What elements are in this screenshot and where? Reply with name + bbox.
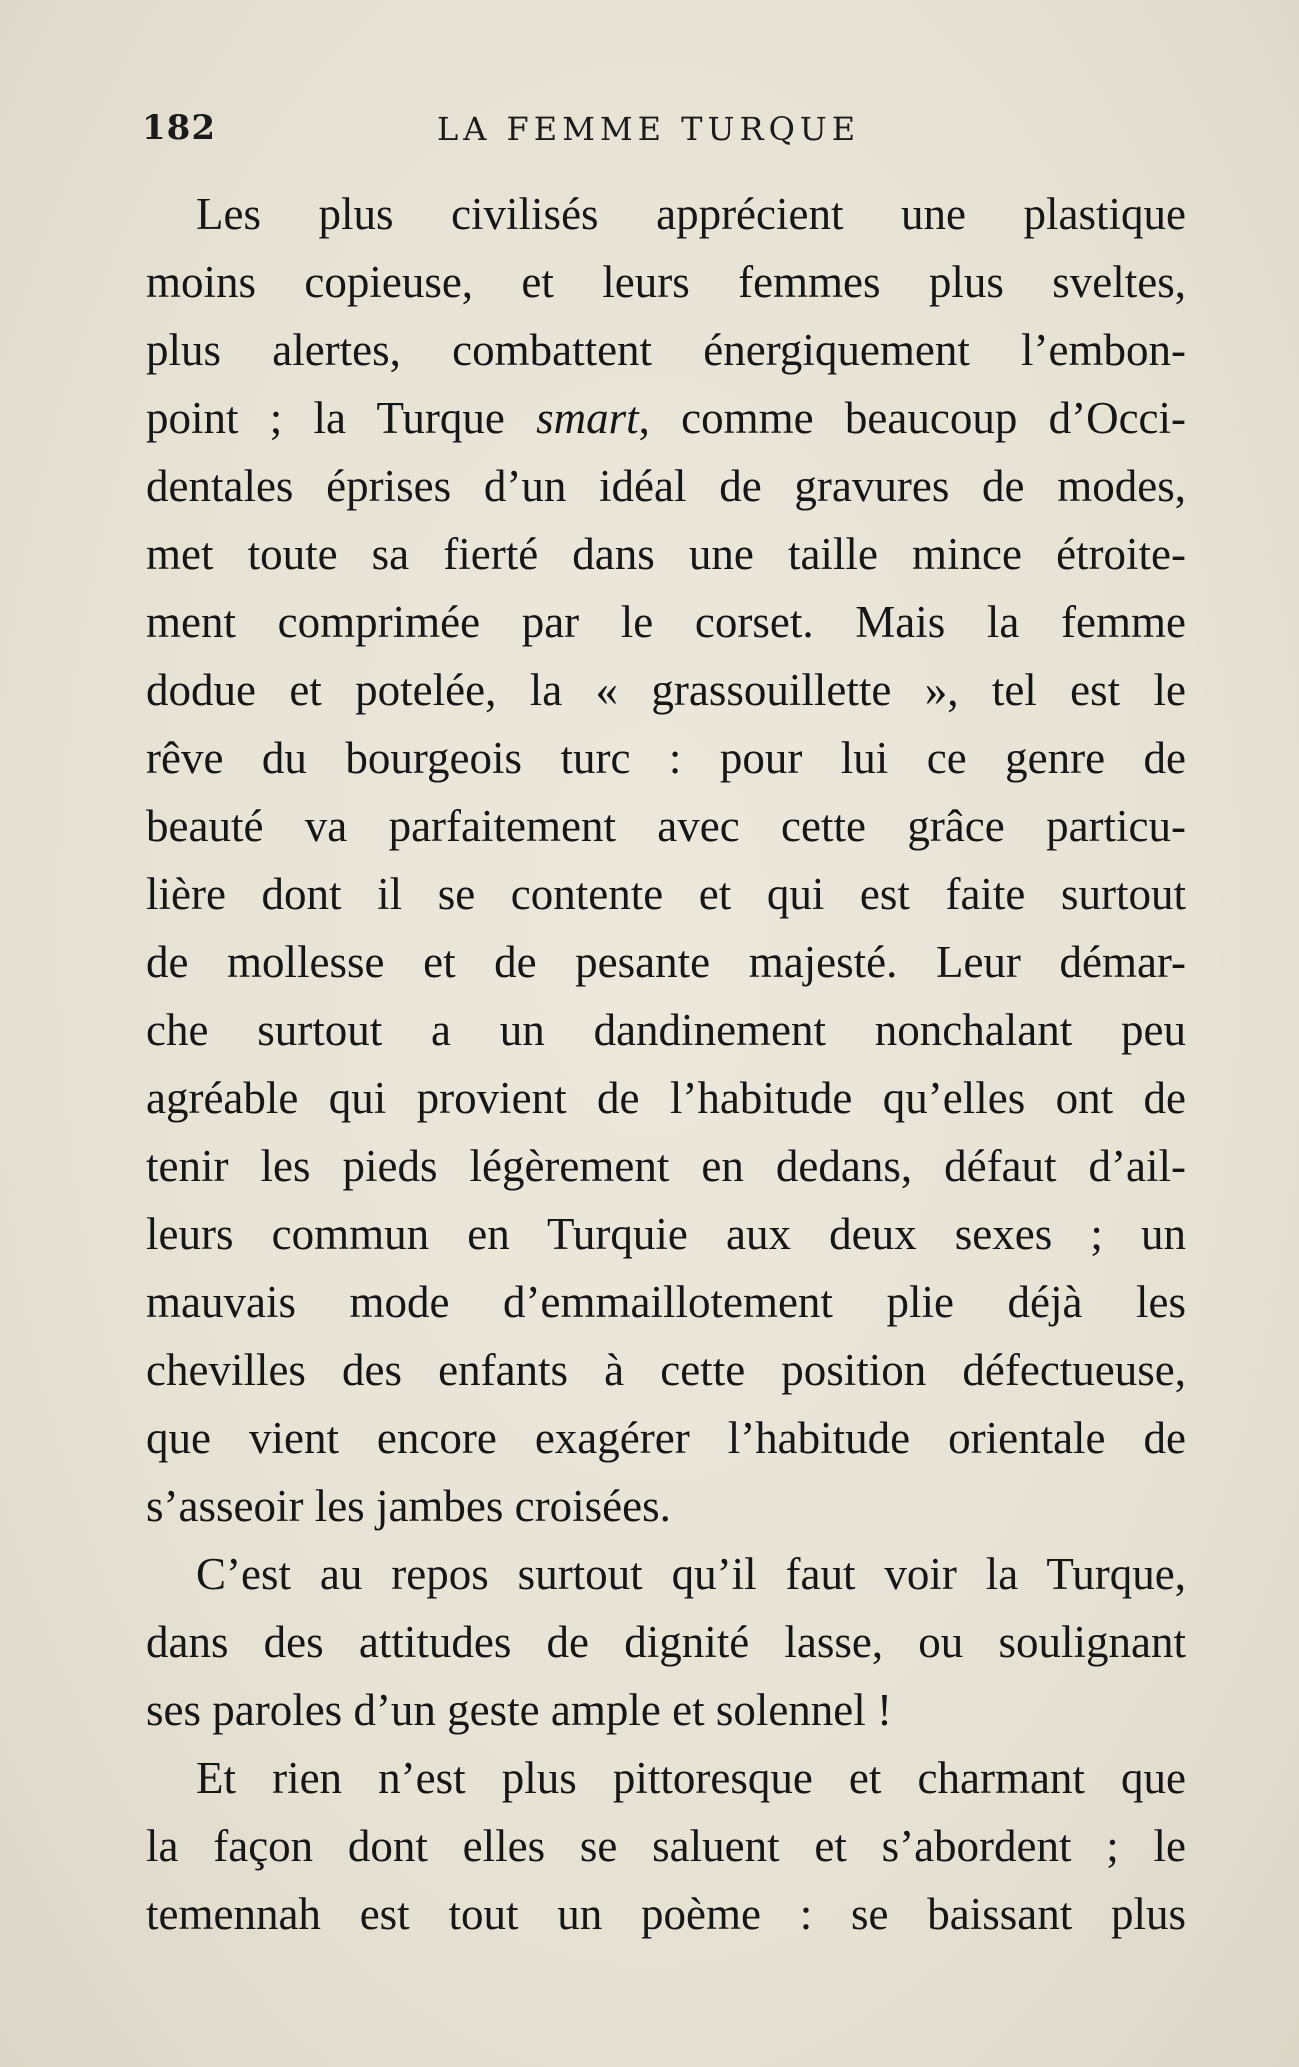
text-line: ment comprimée par le corset. Mais la femme — [146, 597, 1186, 647]
text-line: rêve du bourgeois turc : pour lui ce genre de — [146, 733, 1186, 783]
text-line: plus alertes, combattent énergiquement l’embon- — [146, 325, 1186, 375]
text-line: che surtout a un dandinement nonchalant peu — [146, 1005, 1186, 1055]
text-line: tenir les pieds légèrement en dedans, défaut d’ail- — [146, 1141, 1186, 1191]
text-line: temennah est tout un poème : se baissant plus — [146, 1889, 1186, 1939]
text-line: chevilles des enfants à cette position défectueuse, — [146, 1345, 1186, 1395]
text-line: lière dont il se contente et qui est faite surtout — [146, 869, 1186, 919]
running-head — [142, 108, 1182, 158]
paragraph-3 — [146, 1744, 1186, 1948]
text-line: leurs commun en Turquie aux deux sexes ; un — [146, 1209, 1186, 1259]
page-number: 182 — [142, 108, 216, 148]
text-line: mauvais mode d’emmaillotement plie déjà les — [146, 1277, 1186, 1327]
text-line: agréable qui provient de l’habitude qu’elles ont de — [146, 1073, 1186, 1123]
text-line: la façon dont elles se saluent et s’abordent ; le — [146, 1821, 1186, 1871]
text-line: C’est au repos surtout qu’il faut voir la Turque, — [196, 1549, 1186, 1599]
text-line-with-italic — [146, 384, 1186, 452]
running-title: LA FEMME TURQUE — [437, 110, 861, 148]
text-line: dodue et potelée, la « grassouillette », tel est le — [146, 665, 1186, 715]
text-line: s’asseoir les jambes croisées. — [146, 1481, 671, 1531]
text-line: Les plus civilisés apprécient une plastique — [196, 189, 1186, 239]
italic-word: smart — [536, 393, 639, 443]
text-fragment: , comme beaucoup d’Occi- — [638, 393, 1186, 443]
text-fragment: point ; la Turque — [146, 393, 505, 443]
text-line: dans des attitudes de dignité lasse, ou soulignant — [146, 1617, 1186, 1667]
body-text — [146, 180, 1186, 1948]
text-line: que vient encore exagérer l’habitude orientale de — [146, 1413, 1186, 1463]
text-line: moins copieuse, et leurs femmes plus sveltes, — [146, 257, 1186, 307]
text-line: de mollesse et de pesante majesté. Leur démar- — [146, 937, 1186, 987]
text-line: Et rien n’est plus pittoresque et charmant que — [196, 1753, 1186, 1803]
text-line: ses paroles d’un geste ample et solennel ! — [146, 1685, 893, 1735]
text-line: dentales éprises d’un idéal de gravures de modes, — [146, 461, 1186, 511]
text-line: beauté va parfaitement avec cette grâce particu- — [146, 801, 1186, 851]
text-line: met toute sa fierté dans une taille mince étroite- — [146, 529, 1186, 579]
paragraph-1 — [146, 180, 1186, 1540]
paragraph-2 — [146, 1540, 1186, 1744]
